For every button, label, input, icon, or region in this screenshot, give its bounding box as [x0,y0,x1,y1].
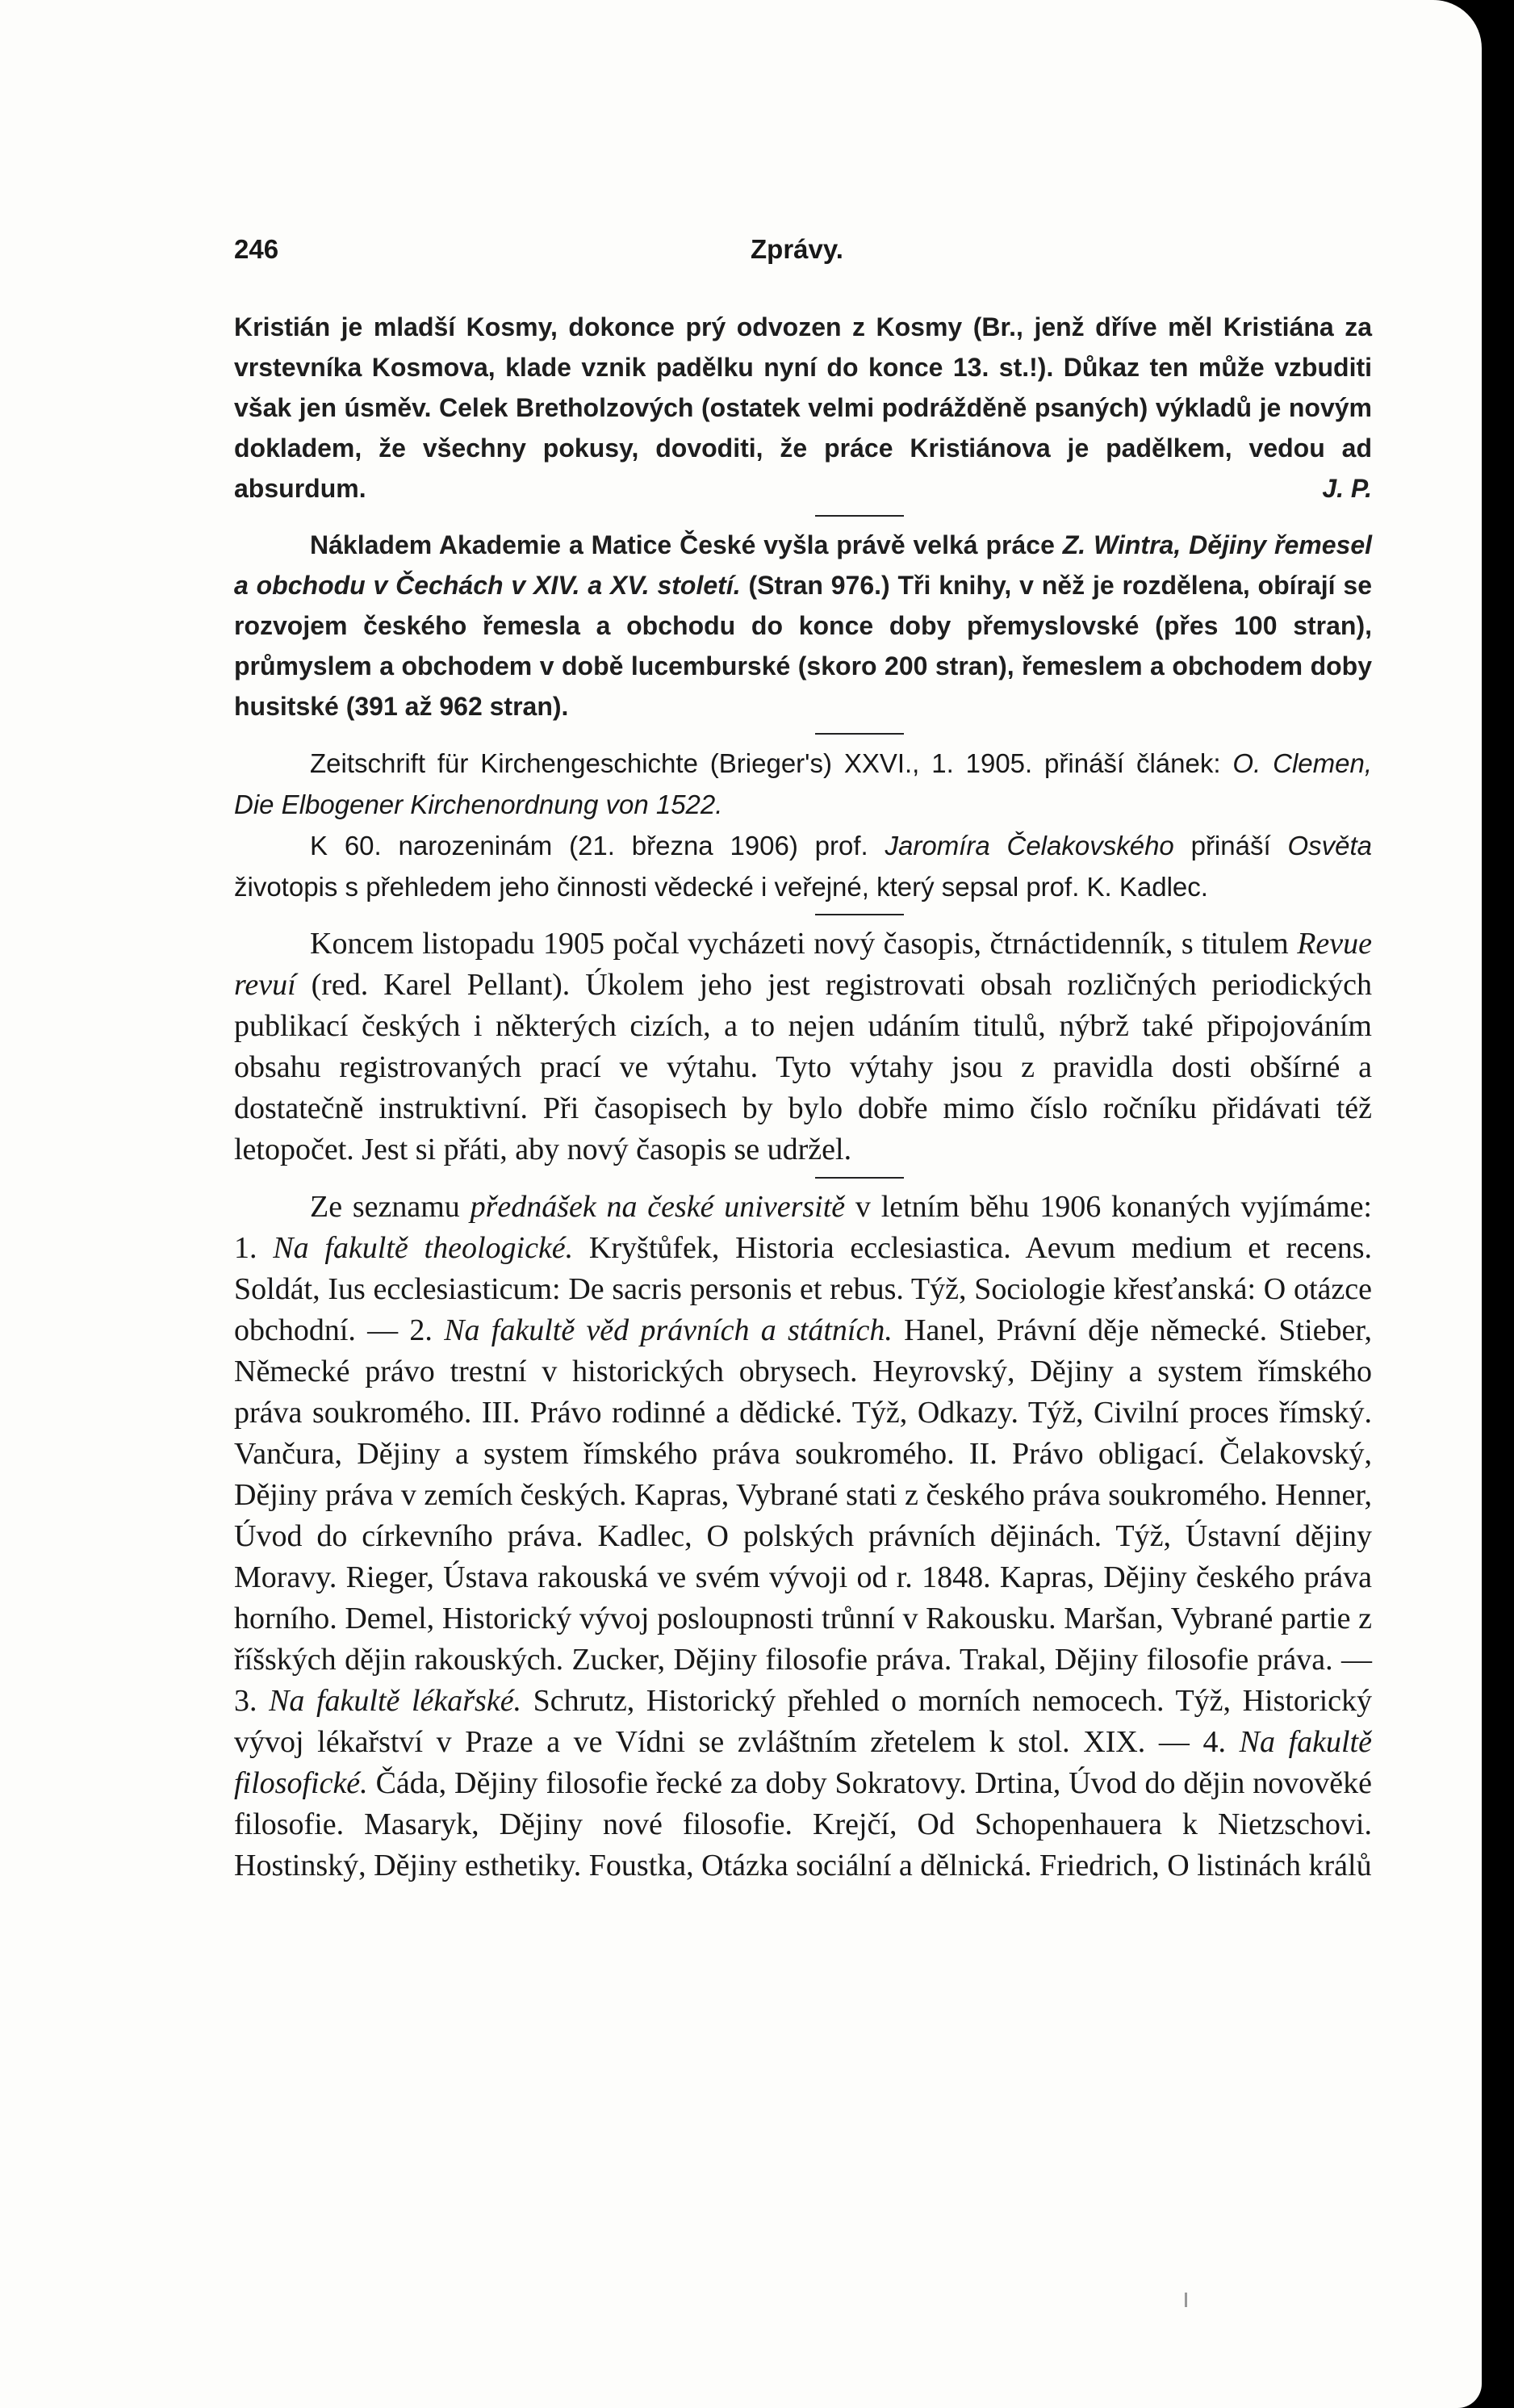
paragraph-text: Kristián je mladší Kosmy, dokonce prý odvozen z Kosmy (Br., jenž dříve měl Kristiána za vrstevníka Kosmova, klade vznik padělku nyní do konce 13. st.!). Důkaz ten může vzbuditi však jen úsměv. Celek Bretholzových (ostatek velmi podrážděně psaných) výkladů je novým dokladem, že všechny pokusy, dovoditi, že práce Kristiánova je padělkem, vedou ad absurdum. [234,312,1372,503]
text-run: (red. Karel Pellant). Úkolem jeho jest registrovati obsah rozličných periodických publikací českých i některých cizích, a to nejen udáním titulů, nýbrž také připojováním obsahu registrovaných prací ve výtahu. Tyto výtahy jsou z pravidla dosti obšírné a dostatečně instruktivní. Při časopisech by bylo dobře mimo číslo ročníku přidávati též letopočet. Jest si přáti, aby nový časopis se udržel. [234,968,1372,1166]
journal-title: Revue revuí [234,927,1372,1002]
section-bold-note [234,307,1372,735]
journal-title: Osvěta [1287,831,1372,861]
separator-rule [815,515,904,517]
text-run: přináší [1173,831,1288,861]
text-run: Čáda, Dějiny filosofie řecké za doby Sokratovy. Drtina, Úvod do dějin novověké filosofie. Masaryk, Dějiny nové filosofie. Krejčí, Od Schopenhauera k Nietzschovi. Hostinský, Dějiny esthetiky. Foustka, Otázka sociální a dělnická. Friedrich, O listinách králů [234,1766,1372,1882]
text-run: životopis s přehledem jeho činnosti vědecké i veřejné, který sepsal prof. K. Kadlec. [234,872,1208,902]
paragraph-celakovsky [234,825,1372,907]
text-run: Zeitschrift für Kirchengeschichte (Brieger's) XXVI., 1. 1905. přináší článek: [310,748,1233,778]
emphasis: přednášek na české universitě [470,1190,846,1224]
text-run: (Stran 976.) Tři knihy, v něž je rozdělena, obírají se rozvojem českého řemesla a obchodu do konce doby přemyslovské (přes 100 stran), průmyslem a obchodem v době lucemburské (skoro 200 stran), řemeslem a obchodem doby husitské (391 až 962 stran). [234,571,1373,721]
text-run: Ze seznamu [310,1190,471,1224]
paragraph-revue [234,923,1372,1170]
page-number: 246 [234,234,279,264]
text-run: Kryštůfek, Historia ecclesiastica. Aevum medium et recens. Soldát, Ius ecclesiasticum: De sacris personis et rebus. Týž, Sociologie křesťanská: O otázce obchodní. — 2. [234,1231,1373,1347]
text-run: Hanel, Právní děje německé. Stieber, Německé právo trestní v historických obrysech. Heyrovský, Dějiny a system římského práva soukromého. III. Právo rodinné a dědické. Týž, Odkazy. Týž, Civilní proces římský. Vančura, Dějiny a system římského práva soukromého. II. Právo obligací. Čelakovský, Dějiny práva v zemích českých. Kapras, Vybrané stati z českého práva soukromého. Henner, Úvod do církevního práva. Kadlec, O polských právních dějinách. Týž, Ústavní dějiny Moravy. Rieger, Ústava rakouská ve svém vývoji od r. 1848. Kapras, Dějiny českého práva horního. Demel, Historický vývoj posloupnosti trůnní v Rakousku. Maršan, Vybrané partie z říšských dějin rakouských. Zucker, Dějiny filosofie práva. Trakal, Dějiny filosofie práva. — 3. [234,1313,1372,1718]
faculty-heading: Na fakultě věd právních a státních. [444,1313,893,1347]
section-notes [234,743,1372,915]
running-header [234,234,1372,279]
paragraph-kristian [234,307,1372,509]
person-name: Jaromíra Čelakovského [885,831,1174,861]
text-run: Schrutz, Historický přehled o morních nemocech. Týž, Historický vývoj lékařství v Praze a ve Vídni se zvláštním zřetelem k stol. XIX. — 4. [234,1684,1373,1759]
faculty-heading: Na fakultě theologické. [273,1231,574,1265]
author-name: Z. Wintra, [1062,530,1182,559]
separator-rule [815,733,904,735]
page-content [234,234,1372,1887]
paragraph-zeitschrift [234,743,1372,825]
scan-speck [1185,2293,1187,2307]
text-run: K 60. narozeninám (21. března 1906) prof. [310,831,885,861]
running-title: Zprávy. [751,234,843,264]
section-main [234,923,1372,1887]
text-run: v letním běhu 1906 konaných vyjímáme: 1. [234,1190,1372,1265]
text-run [1181,530,1189,559]
separator-rule [815,914,904,915]
article-title: O. Clemen, Die Elbogener Kirchenordnung von 1522. [234,748,1372,819]
text-run: Nákladem Akademie a Matice České vyšla právě velká práce [310,530,1063,559]
separator-rule [815,1177,904,1179]
book-title: Dějiny řemesel a obchodu v Čechách v XIV. a XV. století. [234,530,1373,600]
author-signature: J. P. [1322,474,1372,503]
paragraph-lectures [234,1187,1372,1887]
faculty-heading: Na fakultě lékařské. [269,1684,522,1718]
text-run: Koncem listopadu 1905 počal vycházeti nový časopis, čtrnáctidenník, s titulem [310,927,1298,961]
faculty-heading: Na fakultě filosofické. [234,1725,1372,1800]
paragraph-wintr [234,525,1372,727]
